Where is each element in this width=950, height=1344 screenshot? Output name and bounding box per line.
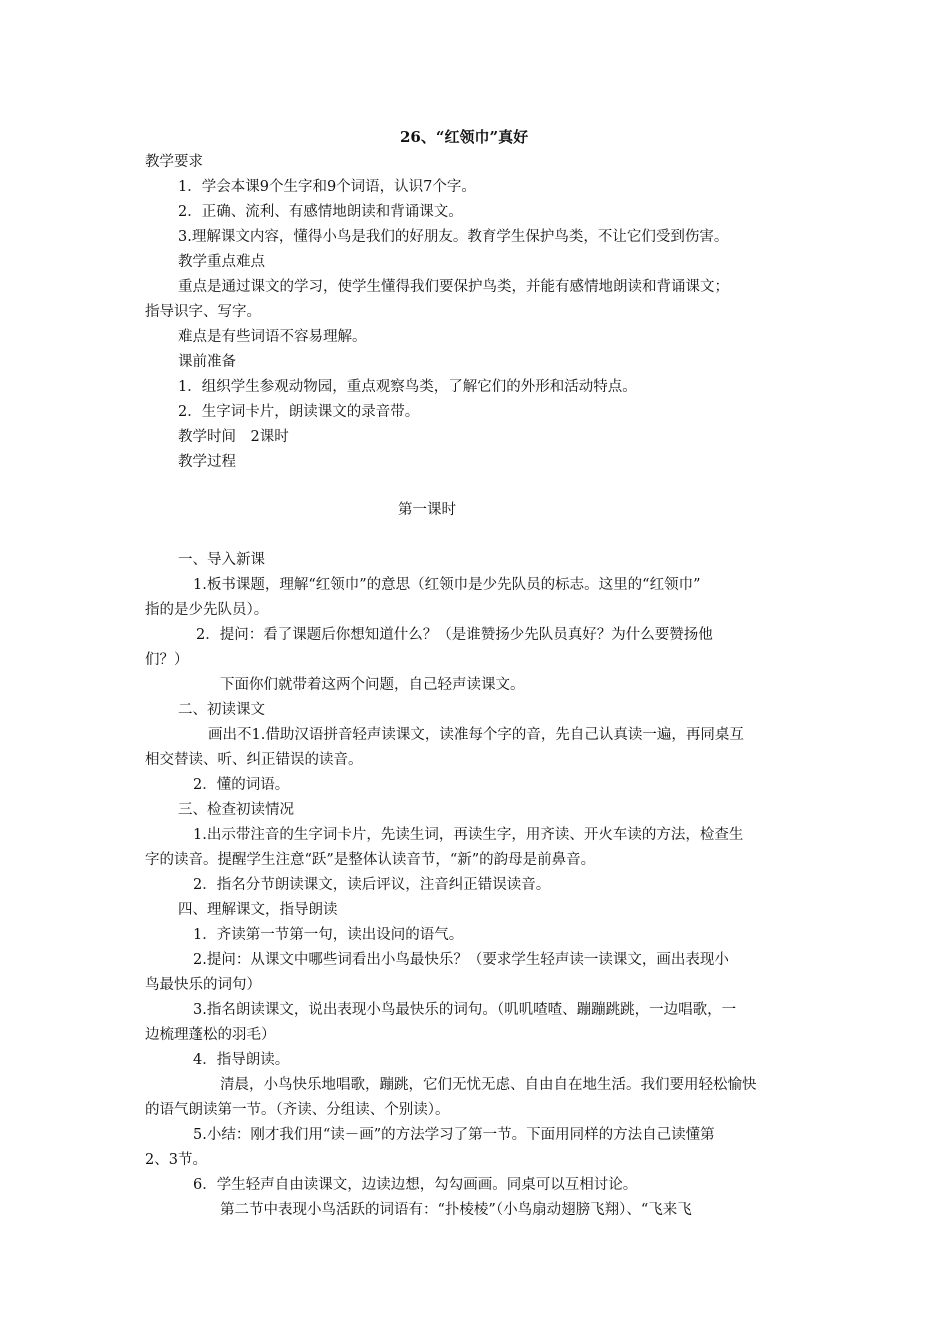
text-line: 二、初读课文 [178, 702, 265, 718]
text-line: 下面你们就带着这两个问题，自己轻声读课文。 [220, 677, 525, 693]
text-line: 的语气朗读第一节。（齐读、分组读、个别读）。 [145, 1102, 450, 1118]
text-line: 鸟最快乐的词句） [145, 977, 261, 993]
text-line: 教学要求 [145, 154, 203, 170]
text-line: 课前准备 [178, 354, 236, 370]
text-line: 3.理解课文内容，懂得小鸟是我们的好朋友。教育学生保护鸟类，不让它们受到伤害。 [178, 229, 729, 245]
text-line: 1．组织学生参观动物园，重点观察鸟类，了解它们的外形和活动特点。 [178, 379, 637, 395]
text-line: 们？） [145, 652, 189, 668]
text-line: 3.指名朗读课文，说出表现小鸟最快乐的词句。（叽叽喳喳、蹦蹦跳跳，一边唱歌，一 [193, 1002, 737, 1018]
text-line: 1．学会本课9个生字和9个词语，认识7个字。 [178, 179, 476, 195]
text-line: 难点是有些词语不容易理解。 [178, 329, 367, 345]
text-line: 教学过程 [178, 454, 236, 470]
text-line: 2.提问：从课文中哪些词看出小鸟最快乐？（要求学生轻声读一读课文，画出表现小 [193, 952, 729, 968]
text-line: 清晨，小鸟快乐地唱歌，蹦跳，它们无忧无虑、自由自在地生活。我们要用轻松愉快 [220, 1077, 757, 1093]
text-line: 1．齐读第一节第一句，读出设问的语气。 [193, 927, 464, 943]
text-line: 2．指名分节朗读课文，读后评议，注音纠正错误读音。 [193, 877, 551, 893]
text-line: 5.小结：刚才我们用“读－画”的方法学习了第一节。下面用同样的方法自己读懂第 [193, 1127, 715, 1143]
text-line: 指的是少先队员）。 [145, 602, 269, 618]
text-line: 一、导入新课 [178, 552, 265, 568]
document-title: 26、“红领巾”真好 [400, 128, 529, 146]
section-heading: 第一课时 [398, 502, 456, 518]
text-line: 2．懂的词语。 [193, 777, 290, 793]
text-line: 教学重点难点 [178, 254, 265, 270]
text-line: 1.板书课题，理解“红领巾”的意思（红领巾是少先队员的标志。这里的“红领巾” [193, 577, 701, 593]
text-line: 2．生字词卡片，朗读课文的录音带。 [178, 404, 420, 420]
text-line: 4．指导朗读。 [193, 1052, 290, 1068]
text-line: 重点是通过课文的学习，使学生懂得我们要保护鸟类，并能有感情地朗读和背诵课文； [178, 279, 729, 295]
text-line: 2、3节。 [145, 1152, 207, 1168]
text-line: 6．学生轻声自由读课文，边读边想，勾勾画画。同桌可以互相讨论。 [193, 1177, 638, 1193]
text-line: 1.出示带注音的生字词卡片，先读生词，再读生字，用齐读、开火车读的方法，检查生 [193, 827, 744, 843]
text-line: 画出不1.借助汉语拼音轻声读课文，读准每个字的音，先自己认真读一遍，再同桌互 [208, 727, 744, 743]
text-line: 字的读音。提醒学生注意“跃”是整体认读音节，“新”的韵母是前鼻音。 [145, 852, 596, 868]
text-line: 第二节中表现小鸟活跃的词语有：“扑棱棱”（小鸟扇动翅膀飞翔）、“飞来飞 [220, 1202, 692, 1218]
text-line: 边梳理蓬松的羽毛） [145, 1027, 276, 1043]
text-line: 2．提问：看了课题后你想知道什么？（是谁赞扬少先队员真好？为什么要赞扬他 [196, 627, 713, 643]
text-line: 相交替读、听、纠正错误的读音。 [145, 752, 363, 768]
text-line: 教学时间 2课时 [178, 429, 289, 445]
text-line: 三、检查初读情况 [178, 802, 294, 818]
text-line: 指导识字、写字。 [145, 304, 261, 320]
text-line: 2．正确、流利、有感情地朗读和背诵课文。 [178, 204, 463, 220]
text-line: 四、理解课文，指导朗读 [178, 902, 338, 918]
